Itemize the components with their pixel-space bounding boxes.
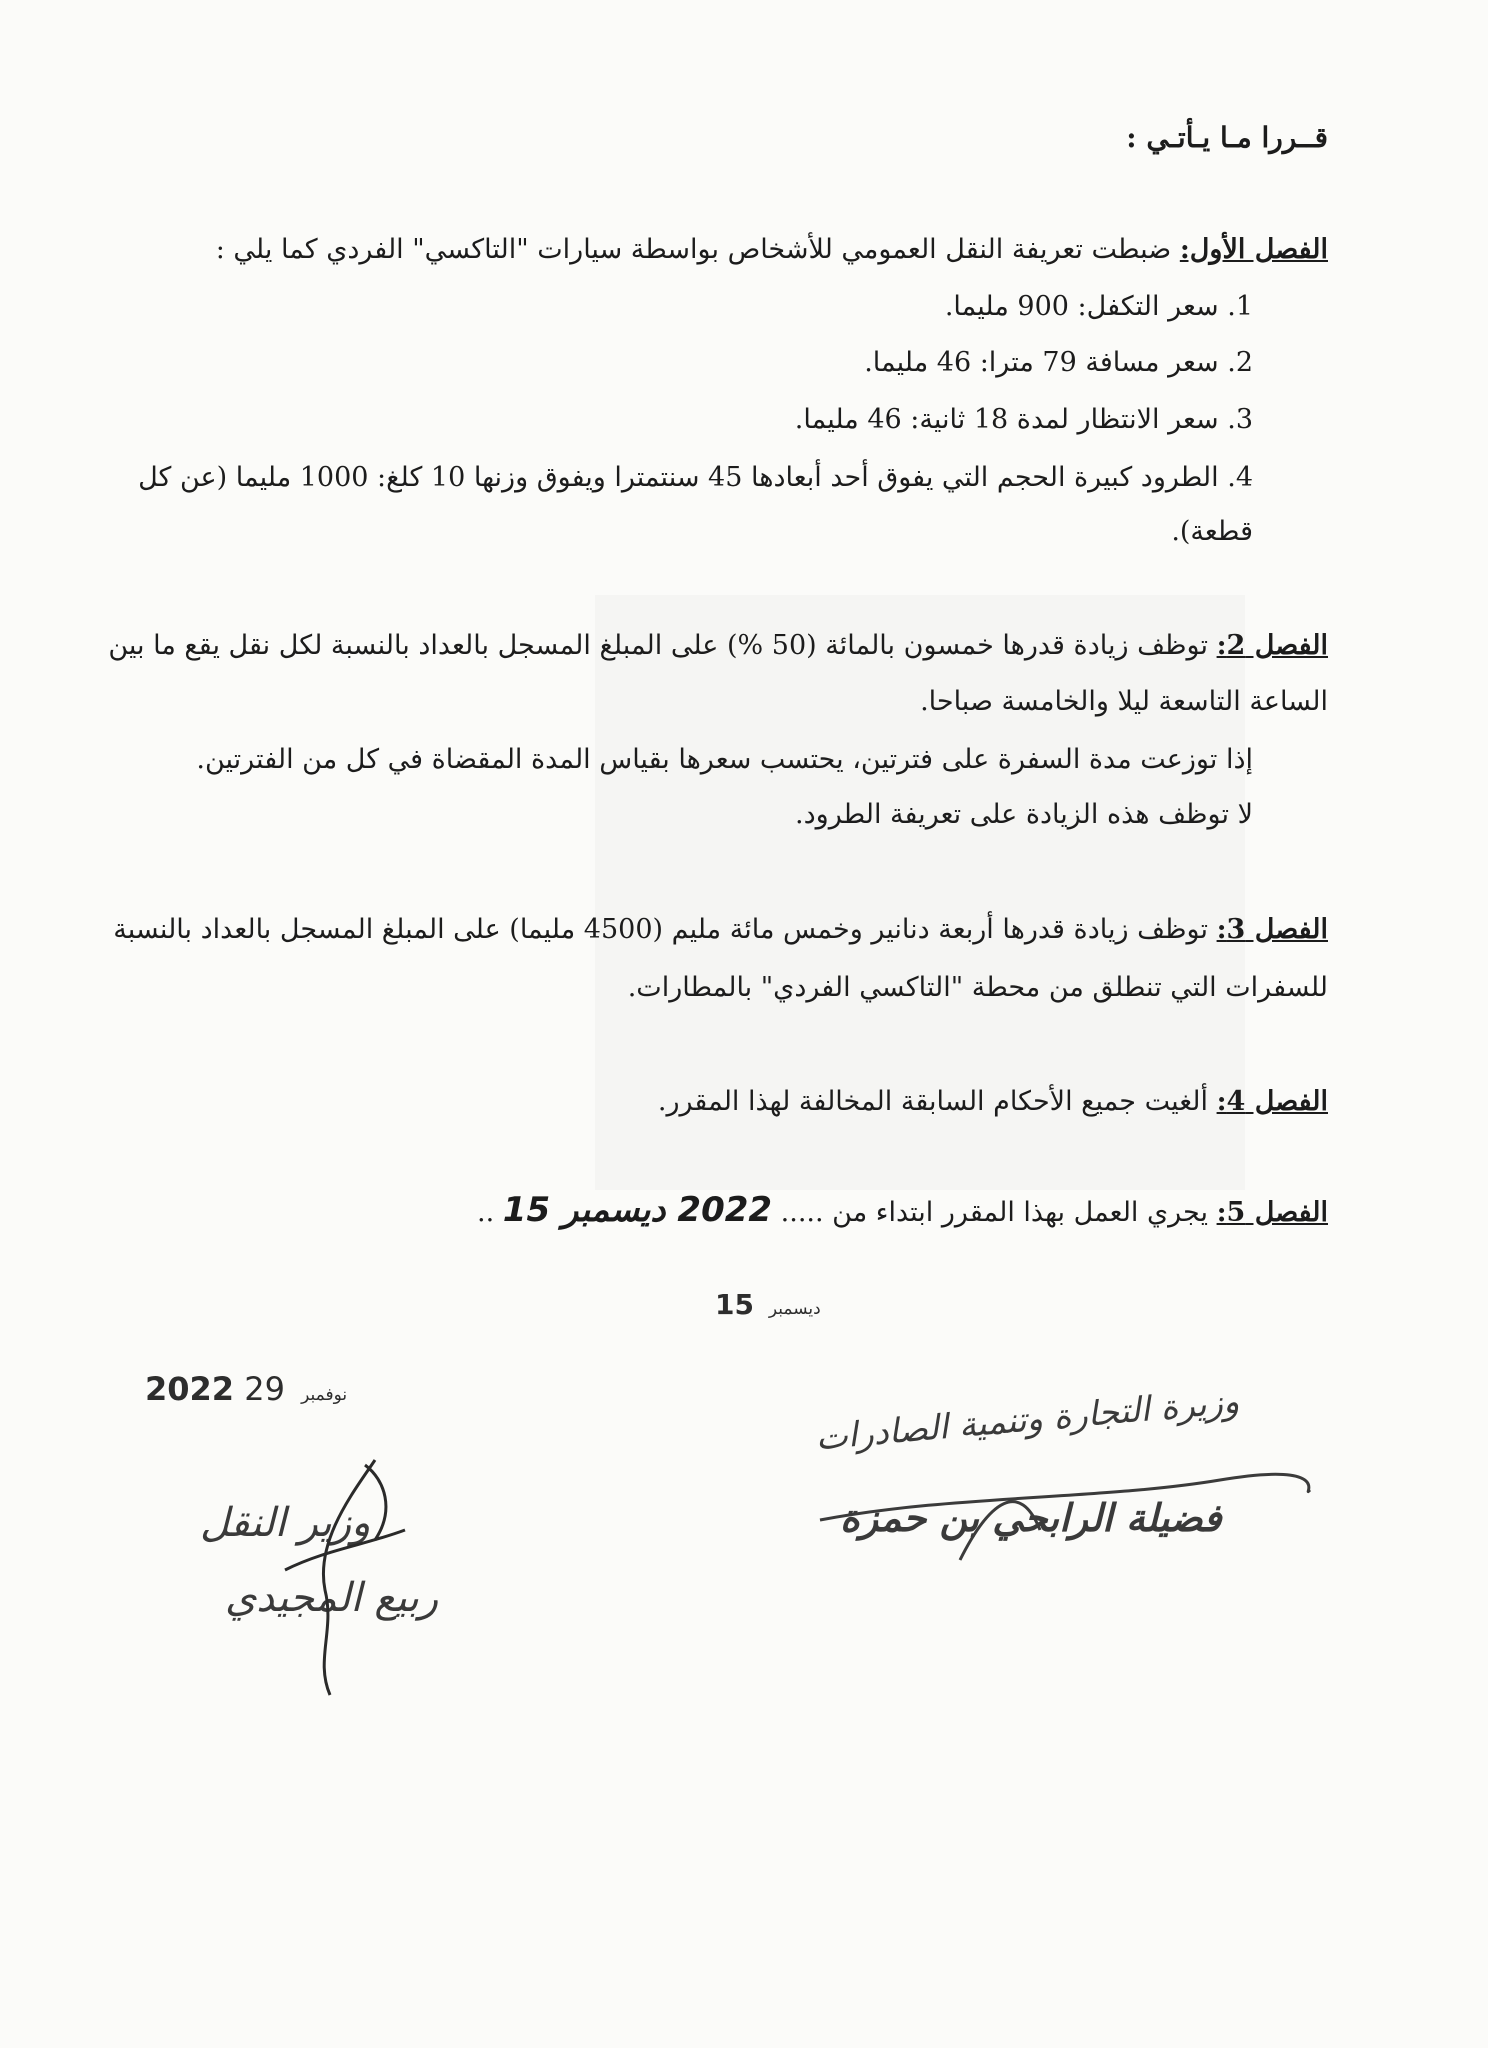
article-2-label: الفصل 2: [1216, 630, 1328, 661]
article-4-label: الفصل 4: [1216, 1086, 1328, 1117]
article-2-line-1: توظف زيادة قدرها خمسون بالمائة (50 %) على المبلغ المسجل بالعداد بالنسبة لكل نقل يقع ما بين [108, 630, 1208, 661]
article-1-label: الفصل الأول: [1179, 234, 1328, 265]
article-2 [108, 626, 1328, 666]
left-signature-scribble [255, 1450, 455, 1700]
left-date-stamp [145, 1370, 353, 1408]
decision-heading: قــررا مـا يـأتـي : [1126, 121, 1328, 154]
article-5-filled-date: 2022 ديسمبر 15 [502, 1190, 773, 1230]
article-1-item-4: 4. الطرود كبيرة الحجم التي يفوق أحد أبعادها 45 سنتمترا ويفوق وزنها 10 كلغ: 1000 مليما (عن كل [138, 462, 1253, 493]
right-signatory-name: فضيلة الرابحي بن حمزة [840, 1495, 1222, 1540]
article-1 [170, 230, 1328, 270]
article-3-line-2: للسفرات التي تنطلق من محطة "التاكسي الفردي" بالمطارات. [627, 972, 1328, 1003]
article-5-label: الفصل 5: [1216, 1197, 1328, 1228]
left-stamp-year: 2022 [145, 1370, 235, 1408]
left-stamp-month: نوفمبر [301, 1385, 348, 1405]
right-signatory-title: وزيرة التجارة وتنمية الصادرات [814, 1381, 1241, 1459]
article-3-line-1: توظف زيادة قدرها أربعة دنانير وخمس مائة مليم (4500 مليما) على المبلغ المسجل بالعداد بالنسبة [113, 914, 1208, 945]
article-5-dots-before: ..... [780, 1197, 824, 1228]
center-stamp-month: ديسمبر [768, 1299, 821, 1319]
left-signatory-name: ربيع المجيدي [225, 1575, 439, 1621]
article-2-line-4: لا توظف هذه الزيادة على تعريفة الطرود. [795, 799, 1253, 830]
article-1-item-4-cont: قطعة). [1171, 516, 1253, 547]
article-1-item-2: 2. سعر مسافة 79 مترا: 46 مليما. [864, 347, 1253, 378]
article-5 [170, 1190, 1328, 1233]
article-3 [113, 910, 1328, 950]
left-stamp-day: 29 [244, 1370, 285, 1408]
center-stamp-day: 15 [715, 1288, 754, 1321]
article-3-label: الفصل 3: [1216, 914, 1328, 945]
article-1-item-3: 3. سعر الانتظار لمدة 18 ثانية: 46 مليما. [794, 404, 1253, 435]
article-5-dots-after: .. [477, 1197, 495, 1228]
article-1-item-1: 1. سعر التكفل: 900 مليما. [944, 291, 1253, 322]
article-5-text: يجري العمل بهذا المقرر ابتداء من [832, 1197, 1208, 1228]
article-2-line-3: إذا توزعت مدة السفرة على فترتين، يحتسب سعرها بقياس المدة المقضاة في كل من الفترتين. [196, 744, 1253, 775]
article-4 [170, 1082, 1328, 1122]
article-2-line-2: الساعة التاسعة ليلا والخامسة صباحا. [920, 686, 1328, 717]
center-date-stamp [715, 1288, 827, 1321]
left-signatory-title: وزير النقل [200, 1500, 371, 1546]
article-1-text: ضبطت تعريفة النقل العمومي للأشخاص بواسطة سيارات "التاكسي" الفردي كما يلي : [215, 234, 1172, 265]
right-signature-strike [800, 1440, 1320, 1580]
article-4-text: ألغيت جميع الأحكام السابقة المخالفة لهذا المقرر. [657, 1086, 1208, 1117]
